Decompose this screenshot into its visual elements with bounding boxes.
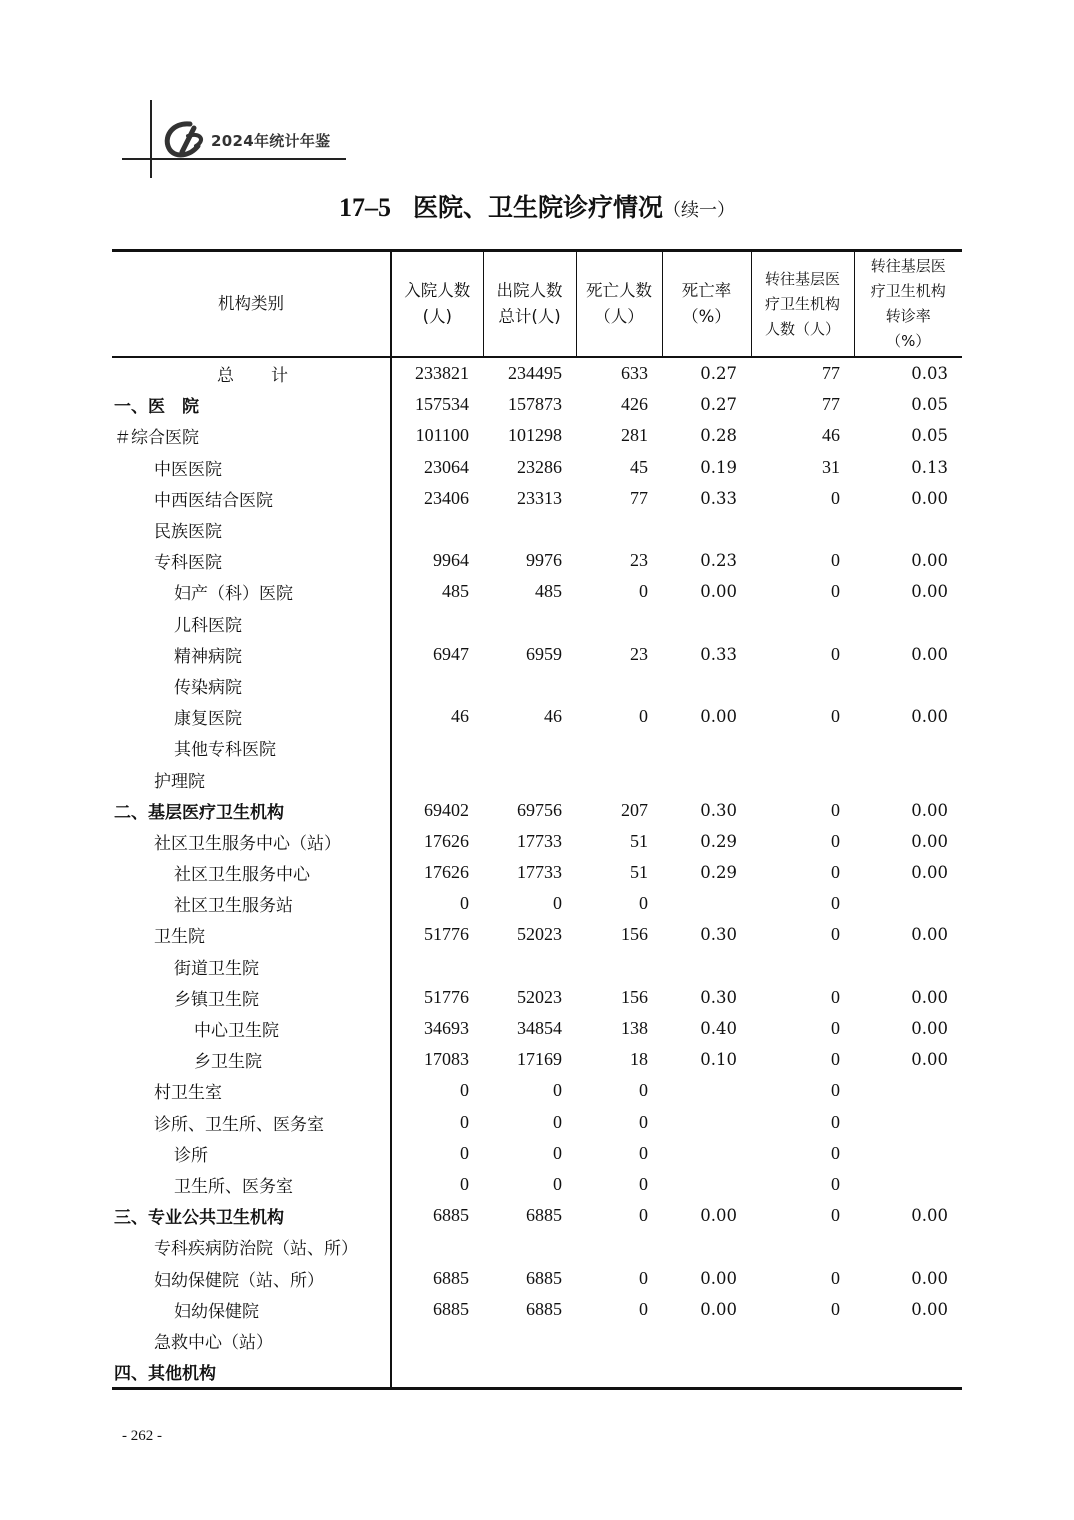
table-row [112,420,962,451]
header-vertical-rule [150,100,152,178]
row-category-label: 四、其他机构 [112,1356,391,1389]
yearbook-label: 2024年统计年鉴 [211,132,331,150]
table-row [112,1138,962,1169]
row-value-cell: 0 [831,830,840,851]
row-value-cell: 0.28 [700,426,737,446]
row-category-label: 中西医结合医院 [112,483,391,514]
row-value-cell: 0 [831,1267,840,1288]
header-horizontal-rule [122,158,346,160]
row-category-label: 专科疾病防治院（站、所） [112,1231,391,1262]
row-value-cell: 52023 [517,924,562,945]
row-value-cell: 6959 [526,643,562,664]
row-value-cell: 0.00 [911,488,948,508]
table-row [112,857,962,888]
row-value-cell: 485 [535,581,562,602]
col-header-referrals: 转往基层医 疗卫生机构 人数（人） [751,251,854,358]
row-category-label: 卫生院 [112,919,391,950]
row-category-label: 民族医院 [112,514,391,545]
row-value-cell [751,1231,854,1262]
table-row [112,701,962,732]
row-value-cell: 0.00 [700,1206,737,1226]
row-value-cell [854,1107,962,1138]
row-category-label: ＃综合医院 [112,420,391,451]
row-value-cell: 6947 [433,643,469,664]
row-value-cell: 633 [621,363,648,384]
table-row [112,1107,962,1138]
page-title [0,188,1074,224]
row-value-cell: 156 [621,986,648,1007]
row-value-cell [483,1356,576,1389]
row-value-cell: 23286 [517,456,562,477]
table-row [112,763,962,794]
row-value-cell: 0.29 [700,831,737,851]
row-category-label: 康复医院 [112,701,391,732]
table-row [112,1325,962,1356]
row-value-cell: 69402 [424,799,469,820]
row-value-cell: 426 [621,394,648,415]
row-value-cell: 45 [630,456,648,477]
row-value-cell: 23064 [424,456,469,477]
row-value-cell [576,951,662,982]
row-value-cell [751,763,854,794]
row-category-label: 社区卫生服务中心（站） [112,826,391,857]
row-value-cell: 0 [831,1111,840,1132]
table-row [112,1262,962,1293]
row-value-cell: 0.19 [700,457,737,477]
row-value-cell: 18 [630,1049,648,1070]
row-category-label: 街道卫生院 [112,951,391,982]
row-value-cell [391,608,483,639]
row-value-cell [391,514,483,545]
row-value-cell: 31 [822,456,840,477]
row-value-cell: 0.05 [911,426,948,446]
row-value-cell [854,1075,962,1106]
row-category-label: 妇产（科）医院 [112,576,391,607]
row-value-cell: 6885 [433,1205,469,1226]
row-value-cell [576,670,662,701]
row-value-cell [662,1356,751,1389]
row-category-label: 传染病院 [112,670,391,701]
row-category-label: 诊所、卫生所、医务室 [112,1107,391,1138]
row-value-cell: 0 [831,924,840,945]
table-row [112,1294,962,1325]
row-value-cell: 77 [822,363,840,384]
table-row [112,919,962,950]
row-value-cell [662,951,751,982]
row-value-cell: 17626 [424,862,469,883]
row-value-cell [483,951,576,982]
row-value-cell: 0 [639,1205,648,1226]
row-category-label: 乡卫生院 [112,1044,391,1075]
row-category-label: 诊所 [112,1138,391,1169]
row-value-cell [854,608,962,639]
row-value-cell: 77 [630,487,648,508]
row-category-label: 卫生所、医务室 [112,1169,391,1200]
row-value-cell [662,608,751,639]
row-value-cell [751,1356,854,1389]
row-value-cell: 46 [822,425,840,446]
row-value-cell: 23 [630,643,648,664]
row-value-cell: 17733 [517,830,562,851]
row-value-cell: 23313 [517,487,562,508]
row-value-cell: 0.00 [911,925,948,945]
row-value-cell [662,1075,751,1106]
table-row [112,357,962,389]
table-row [112,639,962,670]
row-value-cell [854,951,962,982]
row-value-cell [854,1231,962,1262]
row-category-label: 三、专业公共卫生机构 [112,1200,391,1231]
row-value-cell: 0 [460,1111,469,1132]
row-value-cell [662,1169,751,1200]
row-value-cell: 281 [621,425,648,446]
row-value-cell: 0 [553,1080,562,1101]
row-value-cell [854,763,962,794]
row-value-cell: 138 [621,1018,648,1039]
row-category-label: 中心卫生院 [112,1013,391,1044]
col-header-discharges: 出院人数 总计(人) [483,251,576,358]
row-value-cell: 0 [460,1080,469,1101]
table-row [112,1231,962,1262]
row-category-label: 精神病院 [112,639,391,670]
row-category-label: 儿科医院 [112,608,391,639]
yearbook-logo-icon [160,118,208,160]
row-value-cell [751,514,854,545]
row-value-cell: 34693 [424,1018,469,1039]
row-value-cell [576,514,662,545]
row-value-cell: 17733 [517,862,562,883]
row-value-cell: 0 [639,1080,648,1101]
row-value-cell: 0.00 [911,644,948,664]
row-value-cell: 0.27 [700,395,737,415]
row-category-label: 二、基层医疗卫生机构 [112,795,391,826]
row-value-cell: 0 [831,1049,840,1070]
table-title-suffix: （续一） [663,200,735,221]
row-value-cell: 0.00 [911,707,948,727]
row-category-label: 总 计 [112,357,391,389]
row-value-cell: 0 [460,1142,469,1163]
row-value-cell: 234495 [508,363,562,384]
row-value-cell: 0 [831,799,840,820]
row-value-cell: 0 [831,986,840,1007]
row-category-label: 一、医 院 [112,389,391,420]
row-value-cell [483,1325,576,1356]
table-row [112,576,962,607]
row-value-cell: 34854 [517,1018,562,1039]
row-category-label: 护理院 [112,763,391,794]
row-value-cell [483,732,576,763]
row-value-cell: 0.00 [911,1299,948,1319]
table-row [112,1013,962,1044]
row-value-cell [854,1138,962,1169]
row-value-cell: 101100 [415,425,469,446]
row-value-cell: 51 [630,862,648,883]
row-value-cell: 0 [639,1142,648,1163]
row-value-cell: 0 [553,1142,562,1163]
row-value-cell: 0.00 [700,1299,737,1319]
row-value-cell: 0 [553,893,562,914]
row-value-cell: 52023 [517,986,562,1007]
col-header-referral-rate: 转往基层医 疗卫生机构 转诊率 （%） [854,251,962,358]
row-value-cell [391,732,483,763]
row-value-cell [662,1325,751,1356]
row-value-cell: 0 [553,1173,562,1194]
table-row [112,670,962,701]
row-value-cell: 17626 [424,830,469,851]
row-value-cell: 0.00 [911,1206,948,1226]
table-number: 17–5 [338,193,391,222]
row-value-cell: 0 [639,581,648,602]
row-value-cell: 0 [831,1205,840,1226]
table-row [112,1169,962,1200]
row-value-cell [751,608,854,639]
row-category-label: 社区卫生服务中心 [112,857,391,888]
row-value-cell: 101298 [508,425,562,446]
row-value-cell: 6885 [526,1298,562,1319]
row-value-cell: 0 [639,1267,648,1288]
row-value-cell [483,763,576,794]
row-value-cell [662,732,751,763]
row-category-label: 妇幼保健院（站、所） [112,1262,391,1293]
row-value-cell: 0 [831,643,840,664]
row-value-cell: 0.30 [700,987,737,1007]
row-value-cell: 0.00 [911,582,948,602]
row-value-cell: 0 [831,487,840,508]
row-value-cell [483,670,576,701]
row-value-cell: 0.00 [700,582,737,602]
row-value-cell [483,1231,576,1262]
table-row [112,514,962,545]
table-row [112,1044,962,1075]
row-category-label: 急救中心（站） [112,1325,391,1356]
row-value-cell [751,732,854,763]
row-value-cell: 0 [639,1298,648,1319]
row-value-cell: 157534 [415,394,469,415]
row-value-cell [854,670,962,701]
row-value-cell [854,732,962,763]
row-value-cell: 0.23 [700,551,737,571]
table-row [112,452,962,483]
page-number: - 262 - [122,1428,162,1444]
row-value-cell: 17083 [424,1049,469,1070]
row-value-cell: 0.00 [911,831,948,851]
table-row [112,389,962,420]
row-value-cell: 0 [460,893,469,914]
row-value-cell: 0.00 [700,1268,737,1288]
row-value-cell: 0.00 [911,1050,948,1070]
row-value-cell: 6885 [526,1205,562,1226]
row-value-cell: 6885 [433,1267,469,1288]
row-value-cell: 46 [451,706,469,727]
row-value-cell: 0 [639,1173,648,1194]
row-value-cell: 0 [831,1173,840,1194]
row-value-cell: 51 [630,830,648,851]
row-value-cell [751,1325,854,1356]
row-value-cell [391,951,483,982]
table-title: 医院、卫生院诊疗情况 [412,193,663,222]
row-value-cell: 0.29 [700,863,737,883]
table-row [112,732,962,763]
row-category-label: 专科医院 [112,545,391,576]
table-row [112,795,962,826]
table-row [112,608,962,639]
col-header-deaths: 死亡人数 （人） [576,251,662,358]
row-value-cell [662,1231,751,1262]
row-category-label: 其他专科医院 [112,732,391,763]
row-value-cell: 0.00 [700,707,737,727]
row-value-cell: 0 [831,862,840,883]
row-value-cell [576,732,662,763]
row-category-label: 乡镇卫生院 [112,982,391,1013]
row-value-cell: 0.27 [700,364,737,384]
row-value-cell: 0 [831,1142,840,1163]
row-value-cell: 157873 [508,394,562,415]
table-row [112,1075,962,1106]
row-value-cell: 77 [822,394,840,415]
table-row [112,545,962,576]
row-value-cell: 9964 [433,550,469,571]
row-value-cell: 0 [831,1018,840,1039]
row-value-cell [576,1356,662,1389]
table-row [112,1200,962,1231]
row-value-cell: 9976 [526,550,562,571]
row-value-cell [854,1356,962,1389]
row-value-cell: 0.33 [700,488,737,508]
row-value-cell: 156 [621,924,648,945]
row-value-cell: 51776 [424,924,469,945]
row-value-cell: 0.00 [911,551,948,571]
row-value-cell [483,514,576,545]
row-value-cell [854,1169,962,1200]
row-value-cell: 207 [621,799,648,820]
col-header-admissions: 入院人数 (人) [391,251,483,358]
table-header-row [112,251,962,358]
row-value-cell [662,1138,751,1169]
row-value-cell [391,670,483,701]
row-value-cell: 0.00 [911,1019,948,1039]
row-value-cell: 0 [639,706,648,727]
row-value-cell: 0.30 [700,925,737,945]
row-value-cell: 23406 [424,487,469,508]
row-category-label: 妇幼保健院 [112,1294,391,1325]
row-value-cell [751,951,854,982]
row-value-cell [751,670,854,701]
row-value-cell [391,1325,483,1356]
row-value-cell: 0 [553,1111,562,1132]
row-value-cell: 0.10 [700,1050,737,1070]
row-value-cell [662,514,751,545]
row-value-cell: 0.05 [911,395,948,415]
row-value-cell: 0 [831,1298,840,1319]
row-value-cell [391,1231,483,1262]
row-value-cell: 0 [639,893,648,914]
row-value-cell: 0 [831,581,840,602]
col-header-category: 机构类别 [112,251,391,358]
row-value-cell [576,1325,662,1356]
row-value-cell: 0.00 [911,800,948,820]
row-value-cell: 69756 [517,799,562,820]
row-value-cell [854,1325,962,1356]
row-value-cell: 0 [460,1173,469,1194]
row-value-cell: 51776 [424,986,469,1007]
row-value-cell [854,888,962,919]
table-row [112,483,962,514]
row-value-cell: 485 [442,581,469,602]
row-category-label: 社区卫生服务站 [112,888,391,919]
table-row [112,826,962,857]
row-value-cell: 0 [639,1111,648,1132]
row-value-cell [391,1356,483,1389]
row-value-cell: 0 [831,550,840,571]
row-value-cell: 23 [630,550,648,571]
row-value-cell: 0.00 [911,987,948,1007]
row-value-cell [483,608,576,639]
row-value-cell: 0 [831,706,840,727]
row-value-cell: 0.33 [700,644,737,664]
row-value-cell: 6885 [433,1298,469,1319]
row-value-cell [854,514,962,545]
table-row [112,982,962,1013]
row-value-cell: 0.13 [911,457,948,477]
table-row [112,1356,962,1389]
row-value-cell: 0.40 [700,1019,737,1039]
row-category-label: 中医医院 [112,452,391,483]
row-value-cell: 0 [831,1080,840,1101]
row-category-label: 村卫生室 [112,1075,391,1106]
table-row [112,951,962,982]
row-value-cell [662,670,751,701]
row-value-cell: 0.00 [911,863,948,883]
row-value-cell: 17169 [517,1049,562,1070]
row-value-cell [662,1107,751,1138]
row-value-cell: 0.03 [911,364,948,384]
row-value-cell: 0.00 [911,1268,948,1288]
row-value-cell: 46 [544,706,562,727]
row-value-cell: 0.30 [700,800,737,820]
row-value-cell [662,888,751,919]
statistics-table [112,249,962,1390]
row-value-cell: 6885 [526,1267,562,1288]
row-value-cell [576,608,662,639]
row-value-cell [662,763,751,794]
col-header-death-rate: 死亡率 （%） [662,251,751,358]
row-value-cell [391,763,483,794]
table-row [112,888,962,919]
row-value-cell: 233821 [415,363,469,384]
row-value-cell [576,1231,662,1262]
row-value-cell [576,763,662,794]
row-value-cell: 0 [831,893,840,914]
